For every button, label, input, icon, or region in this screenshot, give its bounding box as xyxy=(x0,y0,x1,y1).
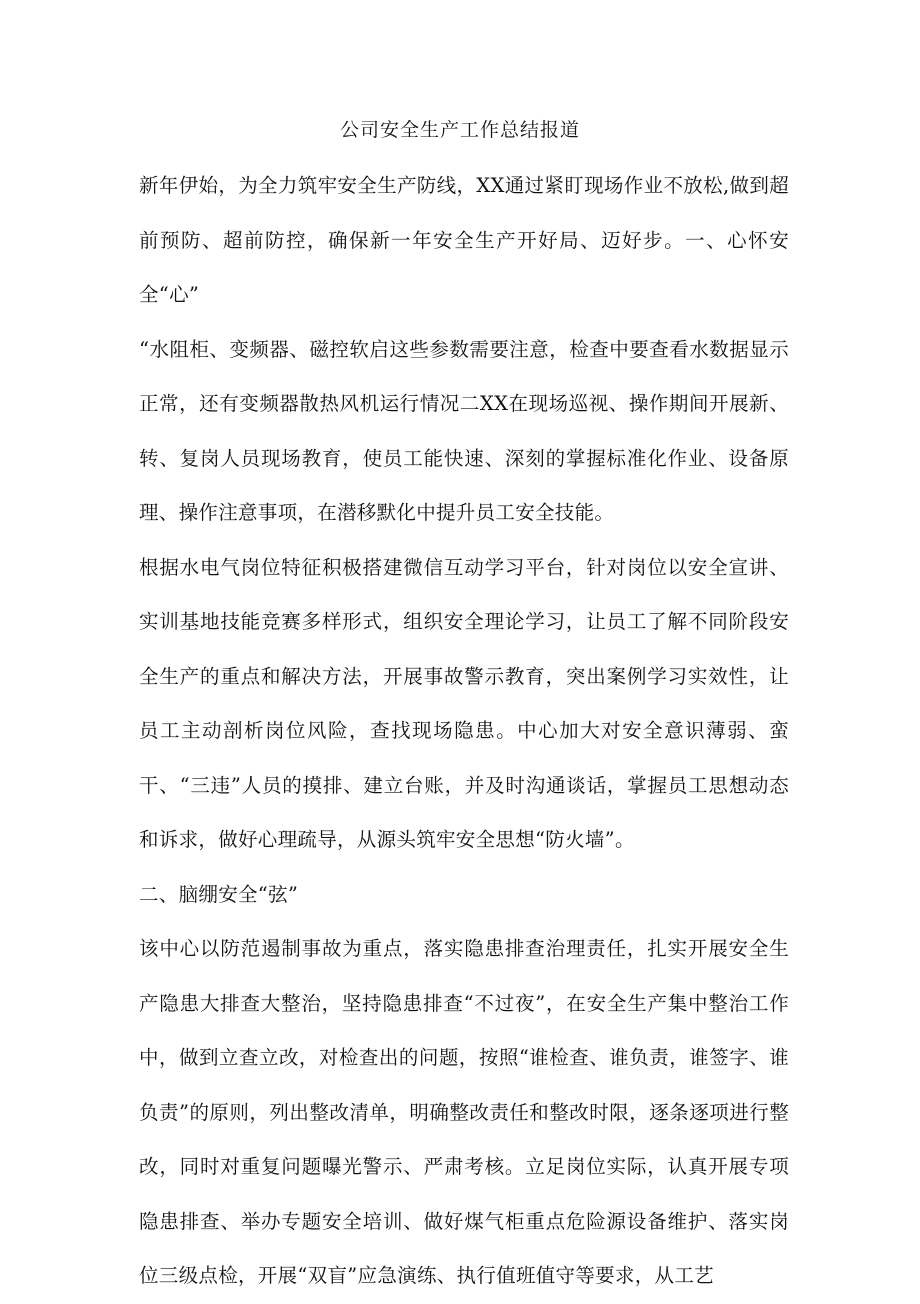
paragraph-training-platform: 根据水电气岗位特征积极搭建微信互动学习平台，针对岗位以安全宣讲、实训基地技能竞赛多样形式，组织安全理论学习，让员工了解不同阶段安全生产的重点和解决方法，开展事故警示教育，突出案例学习实效性，让员工主动剖析岗位风险，查找现场隐患。中心加大对安全意识薄弱、蛮干、“三违”人员的摸排、建立台账，并及时沟通谈话，掌握员工思想动态和诉求，做好心理疏导，从源头筑牢安全思想“防火墙”。 xyxy=(139,555,789,851)
section-heading-2: 二、脑绷安全“弦” xyxy=(139,882,299,906)
paragraph-hazard-inspection: 该中心以防范遏制事故为重点，落实隐患排查治理责任，扎实开展安全生产隐患大排查大整治，坚持隐患排查“不过夜”，在安全生产集中整治工作中，做到立查立改，对检查出的问题，按照“谁检查、谁负责，谁签字、谁负责”的原则，列出整改清单，明确整改责任和整改时限，逐条逐项进行整改，同时对重复问题曝光警示、严肃考核。立足岗位实际，认真开展专项隐患排查、举办专题安全培训、做好煤气柜重点危险源设备维护、落实岗位三级点检，开展“双盲”应急演练、执行值班值守等要求，从工艺 xyxy=(139,937,789,1287)
document-title: 公司安全生产工作总结报道 xyxy=(339,119,580,141)
paragraph-intro: 新年伊始，为全力筑牢安全生产防线，XX通过紧盯现场作业不放松,做到超前预防、超前防控，确保新一年安全生产开好局、迈好步。一、心怀安全“心” xyxy=(139,174,789,306)
document-body xyxy=(139,159,789,1304)
paragraph-field-education: “水阻柜、变频器、磁控软启这些参数需要注意，检查中要查看水数据显示正常，还有变频器散热风机运行情况二XX在现场巡视、操作期间开展新、转、复岗人员现场教育，使员工能快速、深刻的掌握标准化作业、设备原理、操作注意事项，在潜移默化中提升员工安全技能。 xyxy=(139,337,789,524)
